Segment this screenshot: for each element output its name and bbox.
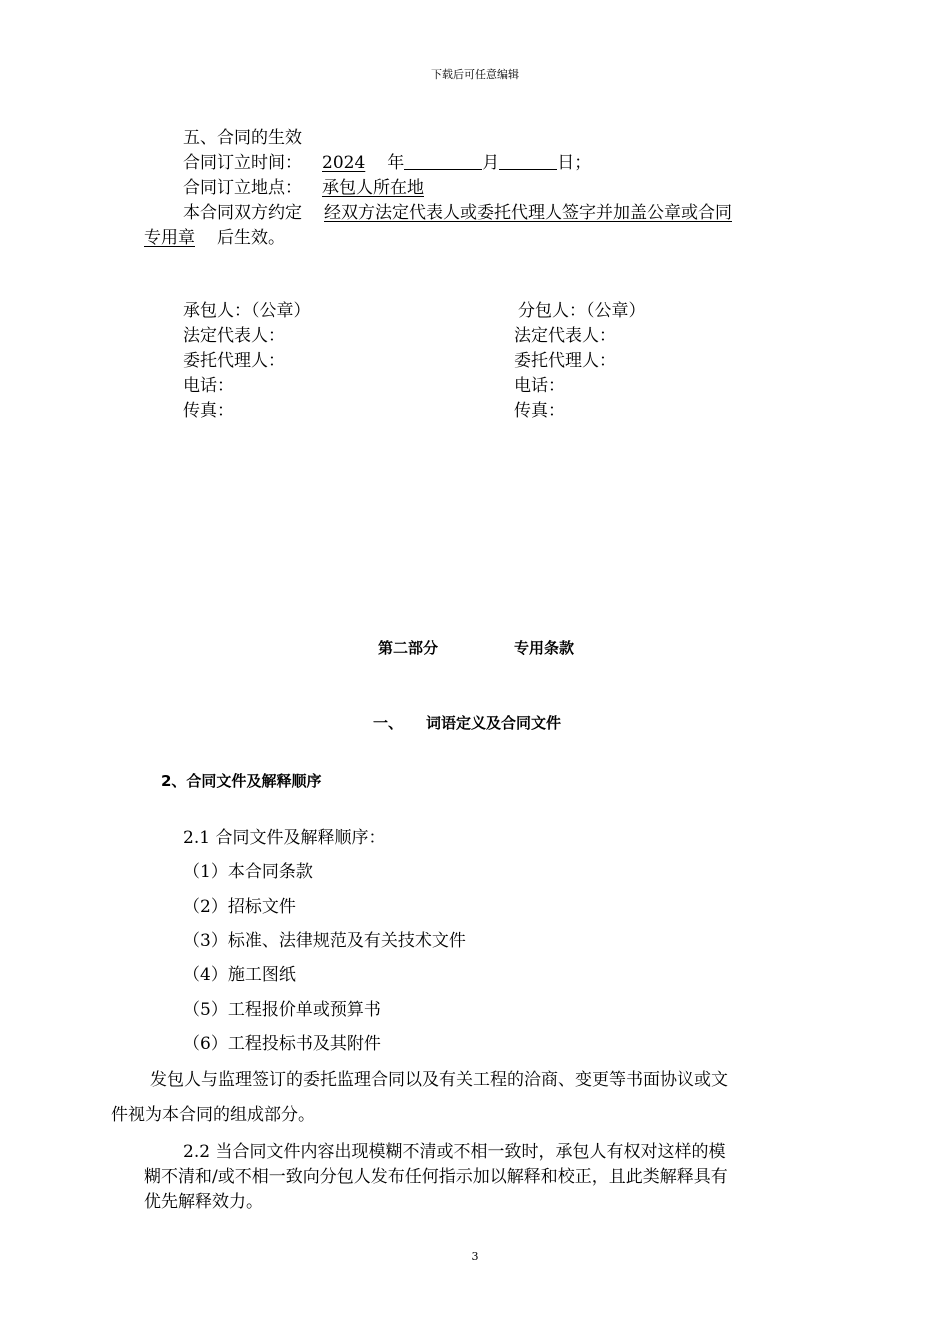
contractor-fax: 传真： <box>183 401 234 421</box>
signing-place-label: 合同订立地点： <box>183 178 302 198</box>
day-unit: 日； <box>557 153 592 173</box>
document-list-item: （6）工程投标书及其附件 <box>183 1034 381 1054</box>
paragraph-line: 件视为本合同的组成部分。 <box>111 1105 315 1125</box>
document-list-item: （1）本合同条款 <box>183 862 313 882</box>
signing-place-value: 承包人所在地 <box>322 178 424 198</box>
contractor-legal-rep: 法定代表人： <box>183 326 285 346</box>
effective-clause-value: 经双方法定代表人或委托代理人签字并加盖公章或合同 <box>324 203 732 223</box>
page-header: 下载后可任意编辑 <box>431 68 519 81</box>
page-number: 3 <box>471 1250 479 1263</box>
signing-year-value: 2024 <box>322 153 366 173</box>
document-list-item: （5）工程报价单或预算书 <box>183 1000 381 1020</box>
document-list-item: （4）施工图纸 <box>183 965 296 985</box>
clause-2-2-line: 2.2 当合同文件内容出现模糊不清或不相一致时，承包人有权对这样的模 <box>183 1142 726 1162</box>
effective-clause-suffix: 后生效。 <box>217 228 285 248</box>
contractor-party: 承包人：（公章） <box>183 301 311 321</box>
clause-2-2-line: 优先解释效力。 <box>144 1192 263 1212</box>
month-unit: 月 <box>482 153 500 173</box>
month-blank <box>404 151 482 170</box>
clause-2-1: 2.1 合同文件及解释顺序： <box>183 828 386 848</box>
effective-clause-line1 <box>183 201 732 225</box>
effective-clause-line2 <box>144 226 285 250</box>
contractor-phone: 电话： <box>183 376 234 396</box>
chapter-title: 词语定义及合同文件 <box>426 714 562 732</box>
subcontractor-party: 分包人：（公章） <box>518 301 646 321</box>
signing-time-line <box>183 151 591 175</box>
subcontractor-phone: 电话： <box>514 376 565 396</box>
signing-time-label: 合同订立时间： <box>183 153 302 173</box>
part-name: 专用条款 <box>514 639 575 657</box>
signing-place-line <box>183 176 452 200</box>
document-list-item: （3）标准、法律规范及有关技术文件 <box>183 931 466 951</box>
chapter-number: 一、 <box>373 714 404 732</box>
clause-2-2-line: 糊不清和/或不相一致向分包人发布任何指示加以解释和校正，且此类解释具有 <box>144 1167 728 1187</box>
subcontractor-agent: 委托代理人： <box>514 351 616 371</box>
subcontractor-legal-rep: 法定代表人： <box>514 326 616 346</box>
contractor-agent: 委托代理人： <box>183 351 285 371</box>
day-blank <box>499 151 557 170</box>
section-heading: 2、合同文件及解释顺序 <box>161 772 322 790</box>
document-list-item: （2）招标文件 <box>183 897 296 917</box>
effective-clause-prefix: 本合同双方约定 <box>183 203 302 223</box>
paragraph-line: 发包人与监理签订的委托监理合同以及有关工程的洽商、变更等书面协议或文 <box>150 1070 728 1090</box>
effective-clause-value-cont: 专用章 <box>144 228 195 248</box>
part-title: 第二部分 <box>378 639 439 657</box>
year-unit: 年 <box>387 153 405 173</box>
section-title: 五、合同的生效 <box>183 128 302 148</box>
subcontractor-fax: 传真： <box>514 401 565 421</box>
